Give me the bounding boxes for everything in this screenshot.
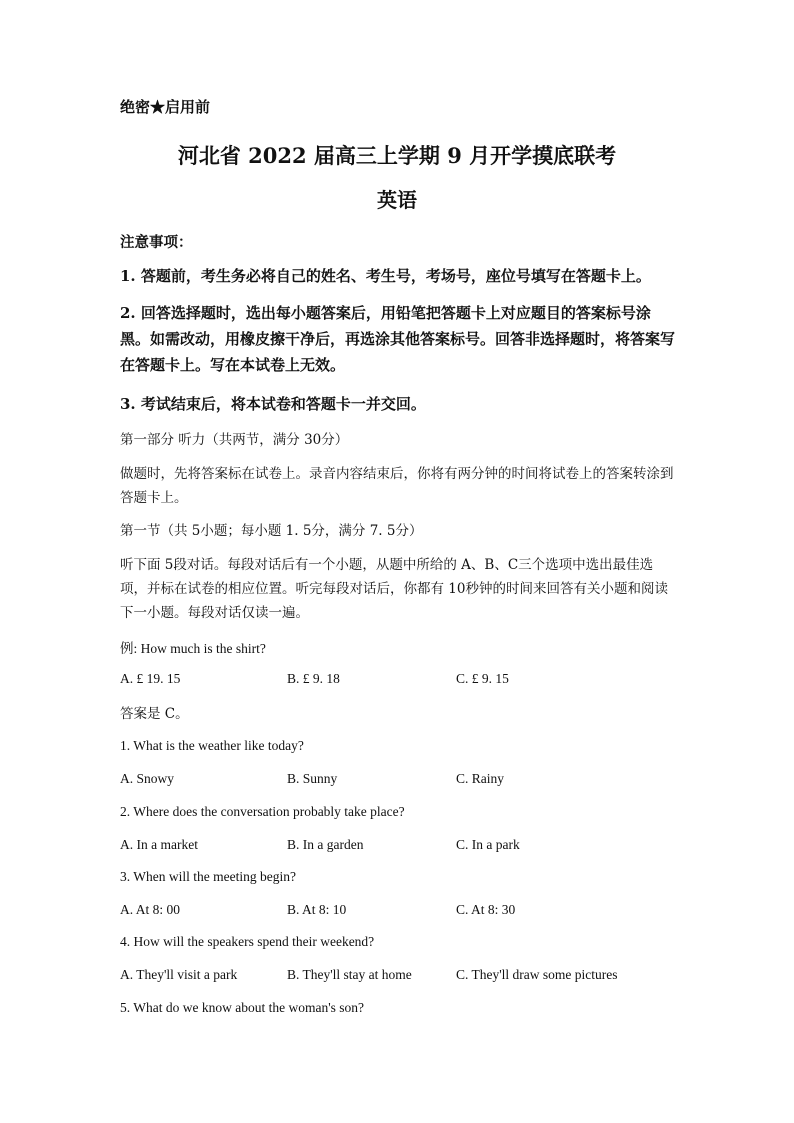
option-b: B. £ 9. 18 — [287, 671, 340, 686]
question-3-options — [120, 902, 680, 922]
example-options — [120, 671, 680, 691]
option-b: B. At 8: 10 — [287, 902, 347, 917]
example-question: 例: How much is the shirt? — [120, 641, 266, 656]
question-1-options — [120, 771, 680, 791]
option-a: A. In a market — [120, 837, 198, 852]
option-b: B. They'll stay at home — [287, 967, 412, 982]
section1-instruction: 听下面 5段对话。每段对话后有一个小题，从题中所给的 A、B、C三个选项中选出最佳选项，并标在试卷的相应位置。听完每段对话后，你都有 10秒钟的时间来回答有关小题和阅读下一小题。每段对话仅读一遍。 — [120, 557, 668, 621]
option-c: C. At 8: 30 — [456, 902, 516, 917]
note-item-2: 2. 回答选择题时，选出每小题答案后，用铅笔把答题卡上对应题目的答案标号涂黑。如需改动，用橡皮擦干净后，再选涂其他答案标号。回答非选择题时，将答案写在答题卡上。写在本试卷上无效。 — [120, 304, 676, 374]
subject-title: 英语 — [377, 188, 417, 212]
question-4-options — [120, 967, 680, 987]
question-1: 1. What is the weather like today? — [120, 738, 304, 753]
option-c: C. They'll draw some pictures — [456, 967, 618, 982]
question-2: 2. Where does the conversation probably take place? — [120, 804, 405, 819]
option-a: A. £ 19. 15 — [120, 671, 181, 686]
option-b: B. Sunny — [287, 771, 338, 786]
question-4: 4. How will the speakers spend their weekend? — [120, 934, 375, 949]
example-answer: 答案是 C。 — [120, 706, 189, 722]
note-item-3: 3. 考试结束后，将本试卷和答题卡一并交回。 — [120, 395, 426, 413]
option-c: C. Rainy — [456, 771, 505, 786]
option-a: A. Snowy — [120, 771, 175, 786]
question-2-options — [120, 837, 680, 857]
option-c: C. In a park — [456, 837, 520, 852]
question-3: 3. When will the meeting begin? — [120, 869, 296, 884]
part1-heading: 第一部分 听力（共两节，满分 30分） — [120, 432, 349, 448]
question-5: 5. What do we know about the woman's son? — [120, 1000, 365, 1015]
section1-heading: 第一节（共 5小题；每小题 1. 5分，满分 7. 5分） — [120, 523, 423, 539]
option-b: B. In a garden — [287, 837, 364, 852]
option-a: A. They'll visit a park — [120, 967, 238, 982]
exam-title: 河北省 2022 届高三上学期 9 月开学摸底联考 — [177, 143, 617, 168]
option-a: A. At 8: 00 — [120, 902, 181, 917]
note-item-1: 1. 答题前，考生务必将自己的姓名、考生号，考场号，座位号填写在答题卡上。 — [120, 267, 651, 285]
notes-heading: 注意事项： — [120, 234, 193, 251]
part1-instruction: 做题时，先将答案标在试卷上。录音内容结束后，你将有两分钟的时间将试卷上的答案转涂到答题卡上。 — [120, 466, 674, 506]
confidential-label: 绝密★启用前 — [120, 98, 211, 116]
option-c: C. £ 9. 15 — [456, 671, 509, 686]
